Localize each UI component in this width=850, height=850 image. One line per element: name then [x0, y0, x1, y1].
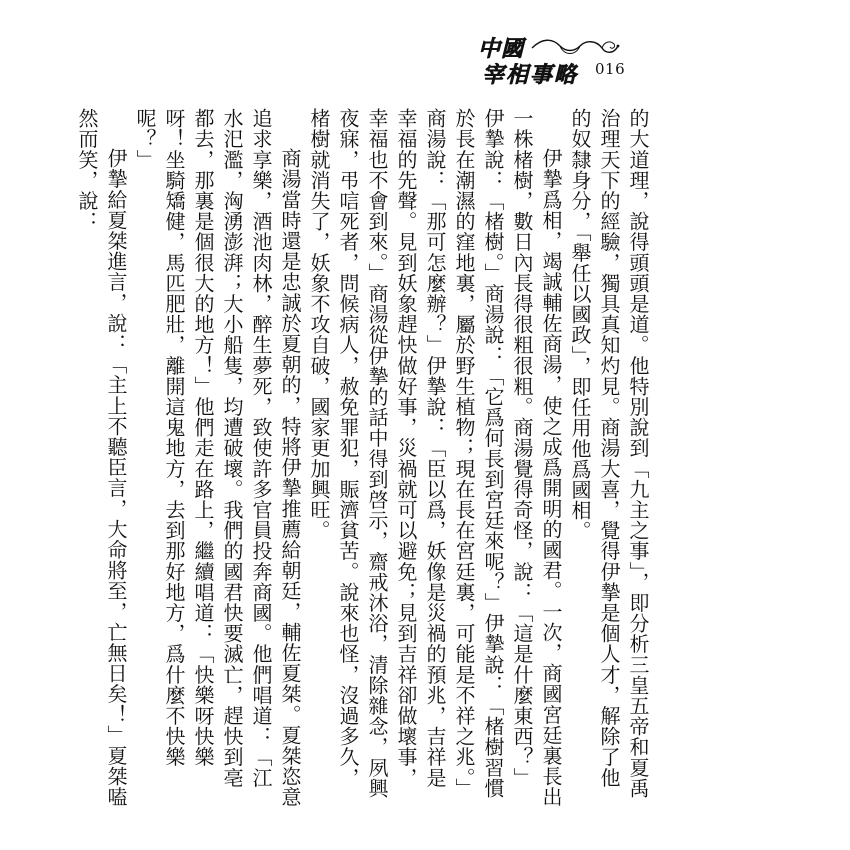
- page-number: 016: [595, 60, 626, 78]
- paragraph: 伊摯給夏桀進言，說：「主上不聽臣言，大命將至，亡無日矣！」夏桀嗑然而笑，說：: [75, 108, 128, 808]
- paragraph: 伊摯爲相，竭誠輔佐商湯，使之成爲開明的國君。一次，商國宮廷裏長出一株楮樹，數日內長得很粗很粗。商湯覺得奇怪，說：「這是什麼東西？」伊摯說：「楮樹。」商湯說：「它爲何長到宮廷來呢？」伊摯說：「楮樹習慣於長在潮濕的窪地裏，屬於野生植物；現在長在宮廷裏，可能是不祥之兆。」商湯說：「那可怎麼辦？」伊摯說：「臣以爲，妖像是災禍的預兆，吉祥是幸福的先聲。見到妖象趕快做好事，災禍就可以避免；見到吉祥卻做壞事，幸福也不會到來。」商湯從伊摯的話中得到啓示，齋戒沐浴，清除雜念，夙興夜寐，弔唁死者，問候病人，赦免罪犯，賑濟貧苦。說來也怪，沒過多久，楮樹就消失了，妖象不攻自破，國家更加興旺。: [307, 108, 563, 808]
- header-title-line1: 中國: [478, 37, 525, 62]
- paragraph: 的大道理，說得頭頭是道。他特別說到「九主之事」，即分析三皇五帝和夏禹治理天下的經驗，獨具真知灼見。商湯大喜，覺得伊摯是個人才，解除了他的奴隸身分，「舉任以國政」，即任用他爲國相。: [568, 108, 650, 799]
- header-title-line2: 宰相事略: [482, 63, 579, 88]
- paragraph: 商湯當時還是忠誠於夏朝的，特將伊摯推薦給朝廷，輔佐夏桀。夏桀恣意追求享樂，酒池肉林，醉生夢死，致使許多官員投奔商國。他們唱道：「江水汜濫，洶湧澎湃；大小船隻，均遭破壞。我們的國君快要滅亡，趕快到亳都去，那裏是個很大的地方！」他們走在路上，繼續唱道：「快樂呀快樂呀！坐騎矯健，馬匹肥壯，離開這鬼地方，去到那好地方，爲什麼不快樂呢？」: [133, 108, 302, 808]
- flourish-ornament-icon: [530, 36, 620, 60]
- vertical-body-text: [75, 108, 652, 808]
